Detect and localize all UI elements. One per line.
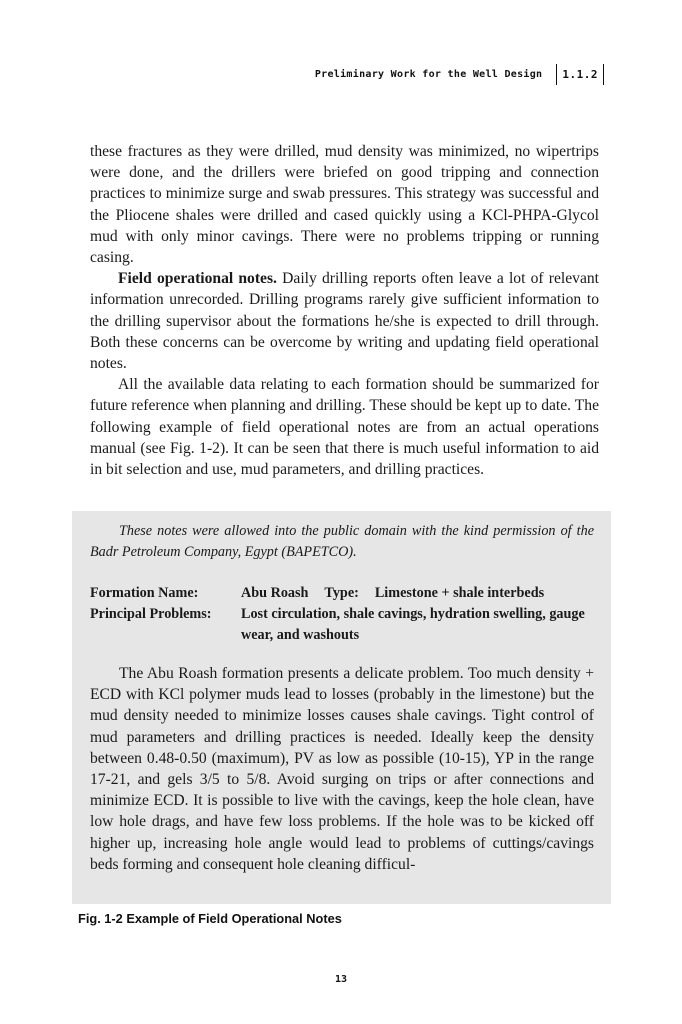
formation-label: Formation Name:	[90, 585, 199, 601]
type-label: Type:	[324, 585, 359, 601]
body-text	[90, 141, 599, 480]
problems-value: Lost circulation, shale cavings, hydration swelling, gauge wear, and washouts	[241, 606, 585, 643]
problems-row	[90, 604, 594, 646]
formation-row	[90, 583, 594, 604]
paragraph-2-text: Daily drilling reports often leave a lot of relevant information unrecorded. Drilling programs rarely give sufficient information to the drilling supervisor about the formations he/she is expected to drill through. Both these concerns can be overcome by writing and updating field operational notes.	[90, 270, 600, 373]
formation-name: Abu Roash	[241, 585, 309, 601]
formation-metadata	[90, 583, 594, 646]
type-value: Limestone + shale interbeds	[374, 585, 545, 601]
figure-body: The Abu Roash formation presents a delicate problem. Too much density + ECD with KCl polymer muds lead to losses (probably in the limestone) but the mud density needed to minimize losses causes shale cavings. Tight control of mud parameters and drilling practices is needed. Ideally keep the density between 0.48-0.50 (maximum), PV as low as possible (10-15), YP in the range 17-21, and gels 3/5 to 5/8. Avoid surging on trips or after connections and minimize ECD. It is possible to live with the cavings, keep the hole clean, have low hole drags, and have few loss problems. If the hole was to be kicked off higher up, increasing hole angle would lead to problems of cuttings/cavings beds forming and consequent hole cleaning difficul-	[90, 665, 594, 873]
running-header	[315, 64, 604, 85]
running-title: Preliminary Work for the Well Design	[314, 69, 543, 80]
section-number: 1.1.2	[556, 64, 604, 85]
page-number: 13	[334, 974, 348, 985]
paragraph-3: All the available data relating to each formation should be summarized for future reference when planning and drilling. These should be kept up to date. The following example of field operational notes are from an actual operations manual (see Fig. 1-2). It can be seen that there is much useful information to aid in bit selection and use, mud parameters, and drilling practices.	[90, 376, 599, 479]
problems-label: Principal Problems:	[90, 606, 212, 622]
paragraph-1: these fractures as they were drilled, mud density was minimized, no wipertrips were done, and the drillers were briefed on good tripping and connection practices to minimize surge and swab pressures. This strategy was successful and the Pliocene shales were drilled and cased quickly using a KCl-PHPA-Glycol mud with only minor cavings. There were no problems tripping or running casing.	[90, 143, 599, 267]
figure-caption: Fig. 1-2 Example of Field Operational Notes	[78, 911, 342, 926]
figure-intro: These notes were allowed into the public domain with the kind permission of the Badr Petroleum Company, Egypt (BAPETCO).	[90, 523, 594, 560]
run-in-heading: Field operational notes.	[118, 270, 277, 288]
paragraph-2	[90, 268, 599, 374]
figure-box	[72, 511, 611, 904]
